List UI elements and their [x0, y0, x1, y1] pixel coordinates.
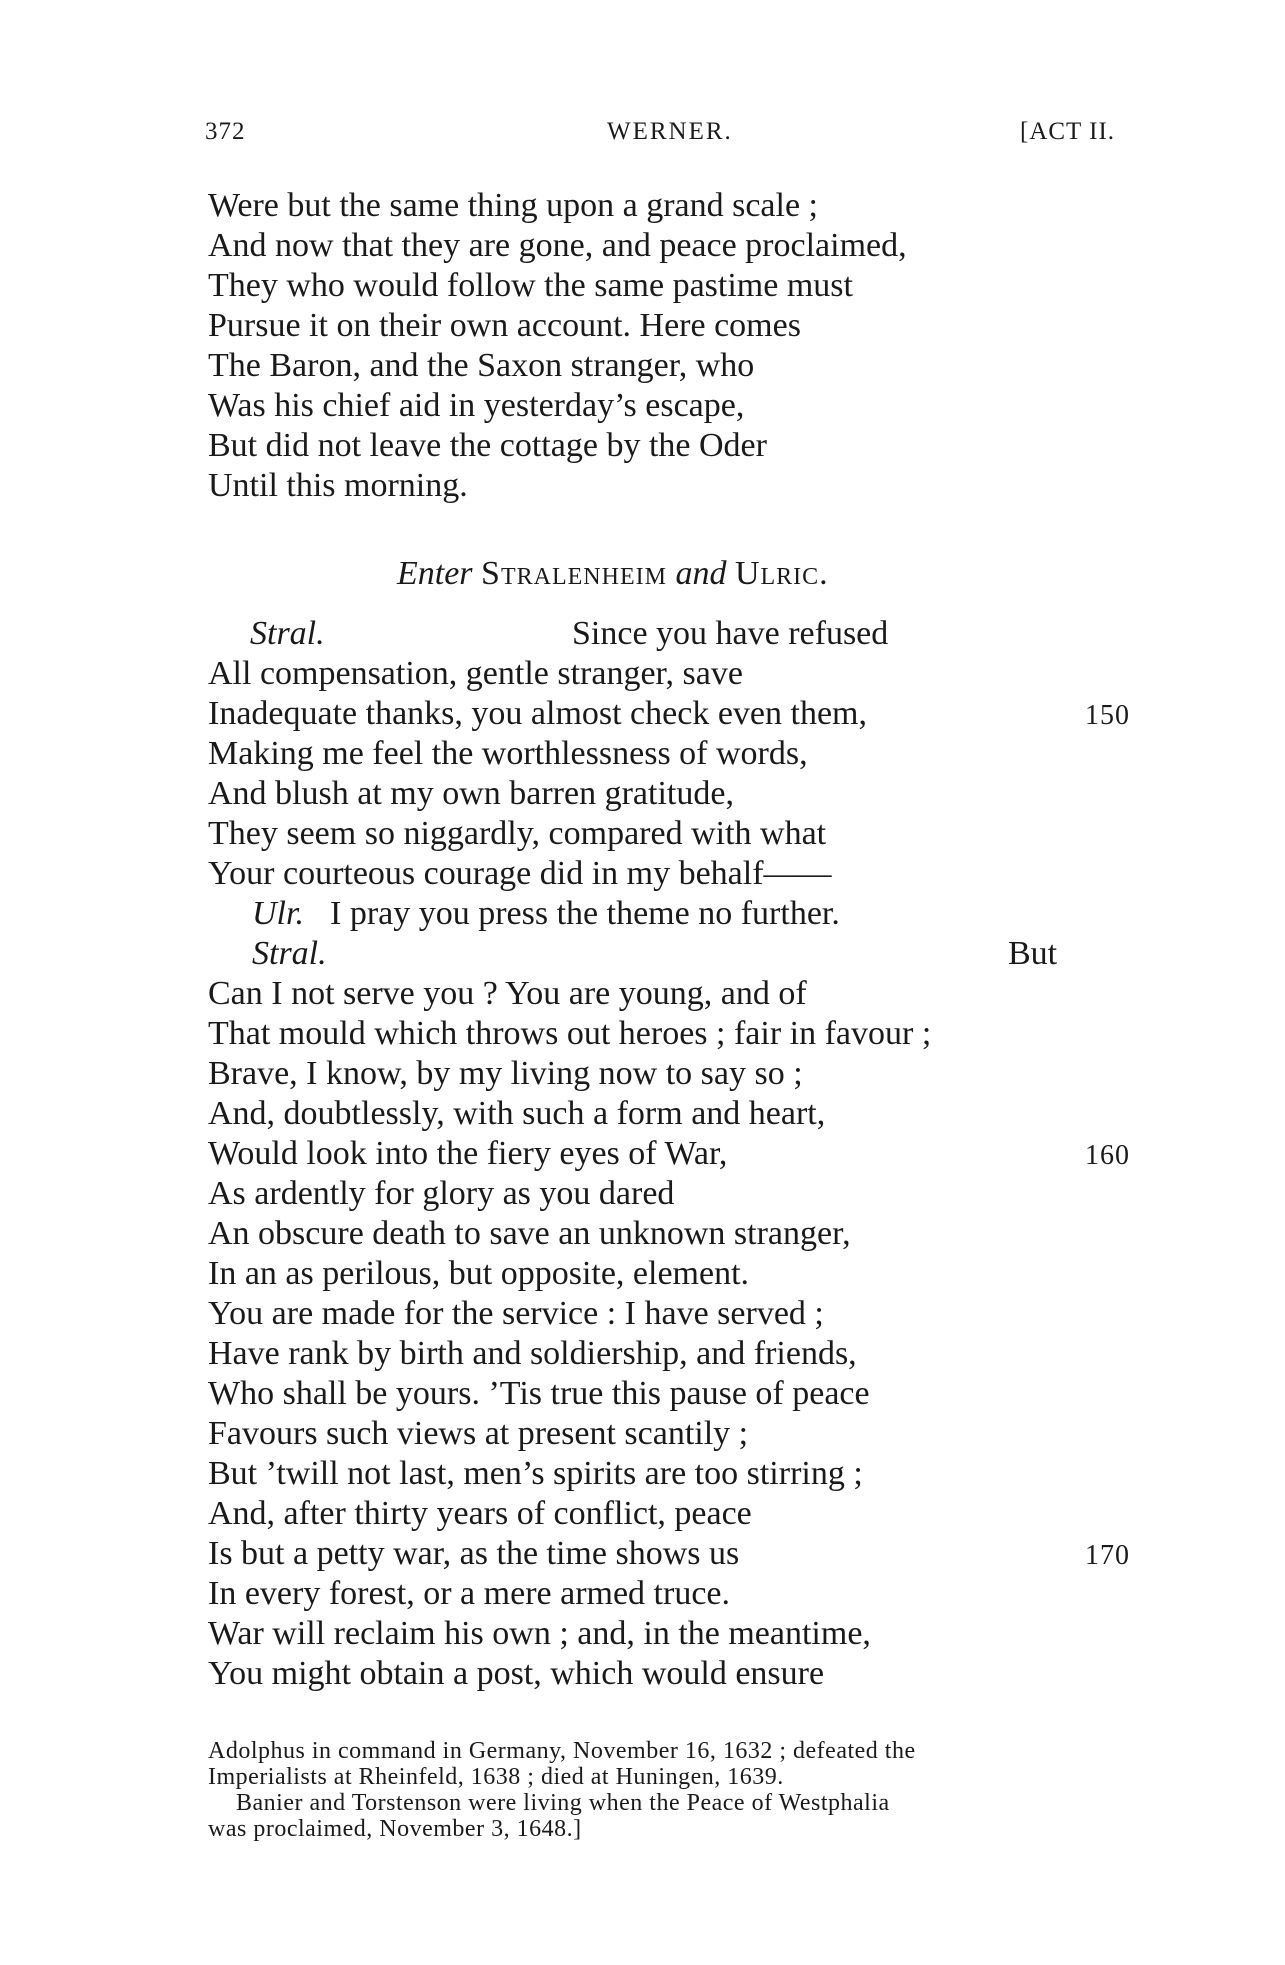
verse-line: Were but the same thing upon a grand scale ;	[208, 187, 819, 224]
running-title: WERNER.	[607, 118, 733, 145]
verse-line: In an as perilous, but opposite, element.	[208, 1255, 750, 1292]
verse-line: But	[1008, 935, 1058, 972]
line-number: 170	[1085, 1540, 1130, 1571]
verse-line: Who shall be yours. ’Tis true this pause of peace	[208, 1375, 870, 1412]
verse-line: Until this morning.	[208, 467, 468, 504]
verse-line: Making me feel the worthlessness of words,	[208, 735, 808, 772]
line-number: 160	[1085, 1140, 1130, 1171]
verse-line: Can I not serve you ? You are young, and of	[208, 975, 807, 1012]
verse-line: Was his chief aid in yesterday’s escape,	[208, 387, 745, 424]
character-name: Stralenheim	[481, 555, 667, 592]
verse-line: Brave, I know, by my living now to say so ;	[208, 1055, 803, 1092]
verse-line: Your courteous courage did in my behalf——	[208, 855, 832, 892]
verse-line: War will reclaim his own ; and, in the meantime,	[208, 1615, 871, 1652]
verse-line: Inadequate thanks, you almost check even them,	[208, 695, 867, 732]
speaker-label: Stral.	[250, 615, 325, 652]
stage-direction	[397, 554, 829, 594]
verse-line: And now that they are gone, and peace proclaimed,	[208, 227, 907, 264]
verse-line: Have rank by birth and soldiership, and friends,	[208, 1335, 857, 1372]
verse-line: You might obtain a post, which would ensure	[208, 1655, 825, 1692]
verse-line: Is but a petty war, as the time shows us	[208, 1535, 740, 1572]
verse-line: And blush at my own barren gratitude,	[208, 775, 734, 812]
verse-line: You are made for the service : I have served ;	[208, 1295, 824, 1332]
character-name: Ulric.	[734, 555, 829, 592]
stage-and: and	[675, 555, 727, 592]
verse-line: They who would follow the same pastime must	[208, 267, 853, 304]
verse-line: As ardently for glory as you dared	[208, 1175, 675, 1212]
footnote-line: Imperialists at Rheinfeld, 1638 ; died at Huningen, 1639.	[208, 1764, 784, 1790]
verse-line: Favours such views at present scantily ;	[208, 1415, 749, 1452]
verse-line: All compensation, gentle stranger, save	[208, 655, 743, 692]
speaker-label: Ulr.	[252, 895, 304, 932]
page-number: 372	[205, 118, 246, 145]
footnote-line: Banier and Torstenson were living when the Peace of Westphalia	[236, 1790, 890, 1816]
verse-line: Would look into the fiery eyes of War,	[208, 1135, 728, 1172]
verse-line: They seem so niggardly, compared with what	[208, 815, 827, 852]
act-heading: [ACT II.	[1020, 118, 1116, 145]
verse-line: And, doubtlessly, with such a form and heart,	[208, 1095, 826, 1132]
verse-line: The Baron, and the Saxon stranger, who	[208, 347, 755, 384]
verse-line: That mould which throws out heroes ; fair in favour ;	[208, 1015, 932, 1052]
stage-enter: Enter	[397, 555, 473, 592]
verse-line: I pray you press the theme no further.	[330, 895, 840, 932]
line-number: 150	[1085, 700, 1130, 731]
footnote-line: Adolphus in command in Germany, November 16, 1632 ; defeated the	[208, 1738, 916, 1764]
verse-line: And, after thirty years of conflict, peace	[208, 1495, 752, 1532]
verse-line: Since you have refused	[572, 615, 889, 652]
verse-line: But did not leave the cottage by the Oder	[208, 427, 767, 464]
footnote-line: was proclaimed, November 3, 1648.]	[208, 1816, 582, 1842]
speaker-label: Stral.	[252, 935, 327, 972]
verse-line: Pursue it on their own account. Here comes	[208, 307, 801, 344]
verse-line: In every forest, or a mere armed truce.	[208, 1575, 731, 1612]
verse-line: An obscure death to save an unknown stranger,	[208, 1215, 851, 1252]
verse-line: But ’twill not last, men’s spirits are too stirring ;	[208, 1455, 863, 1492]
